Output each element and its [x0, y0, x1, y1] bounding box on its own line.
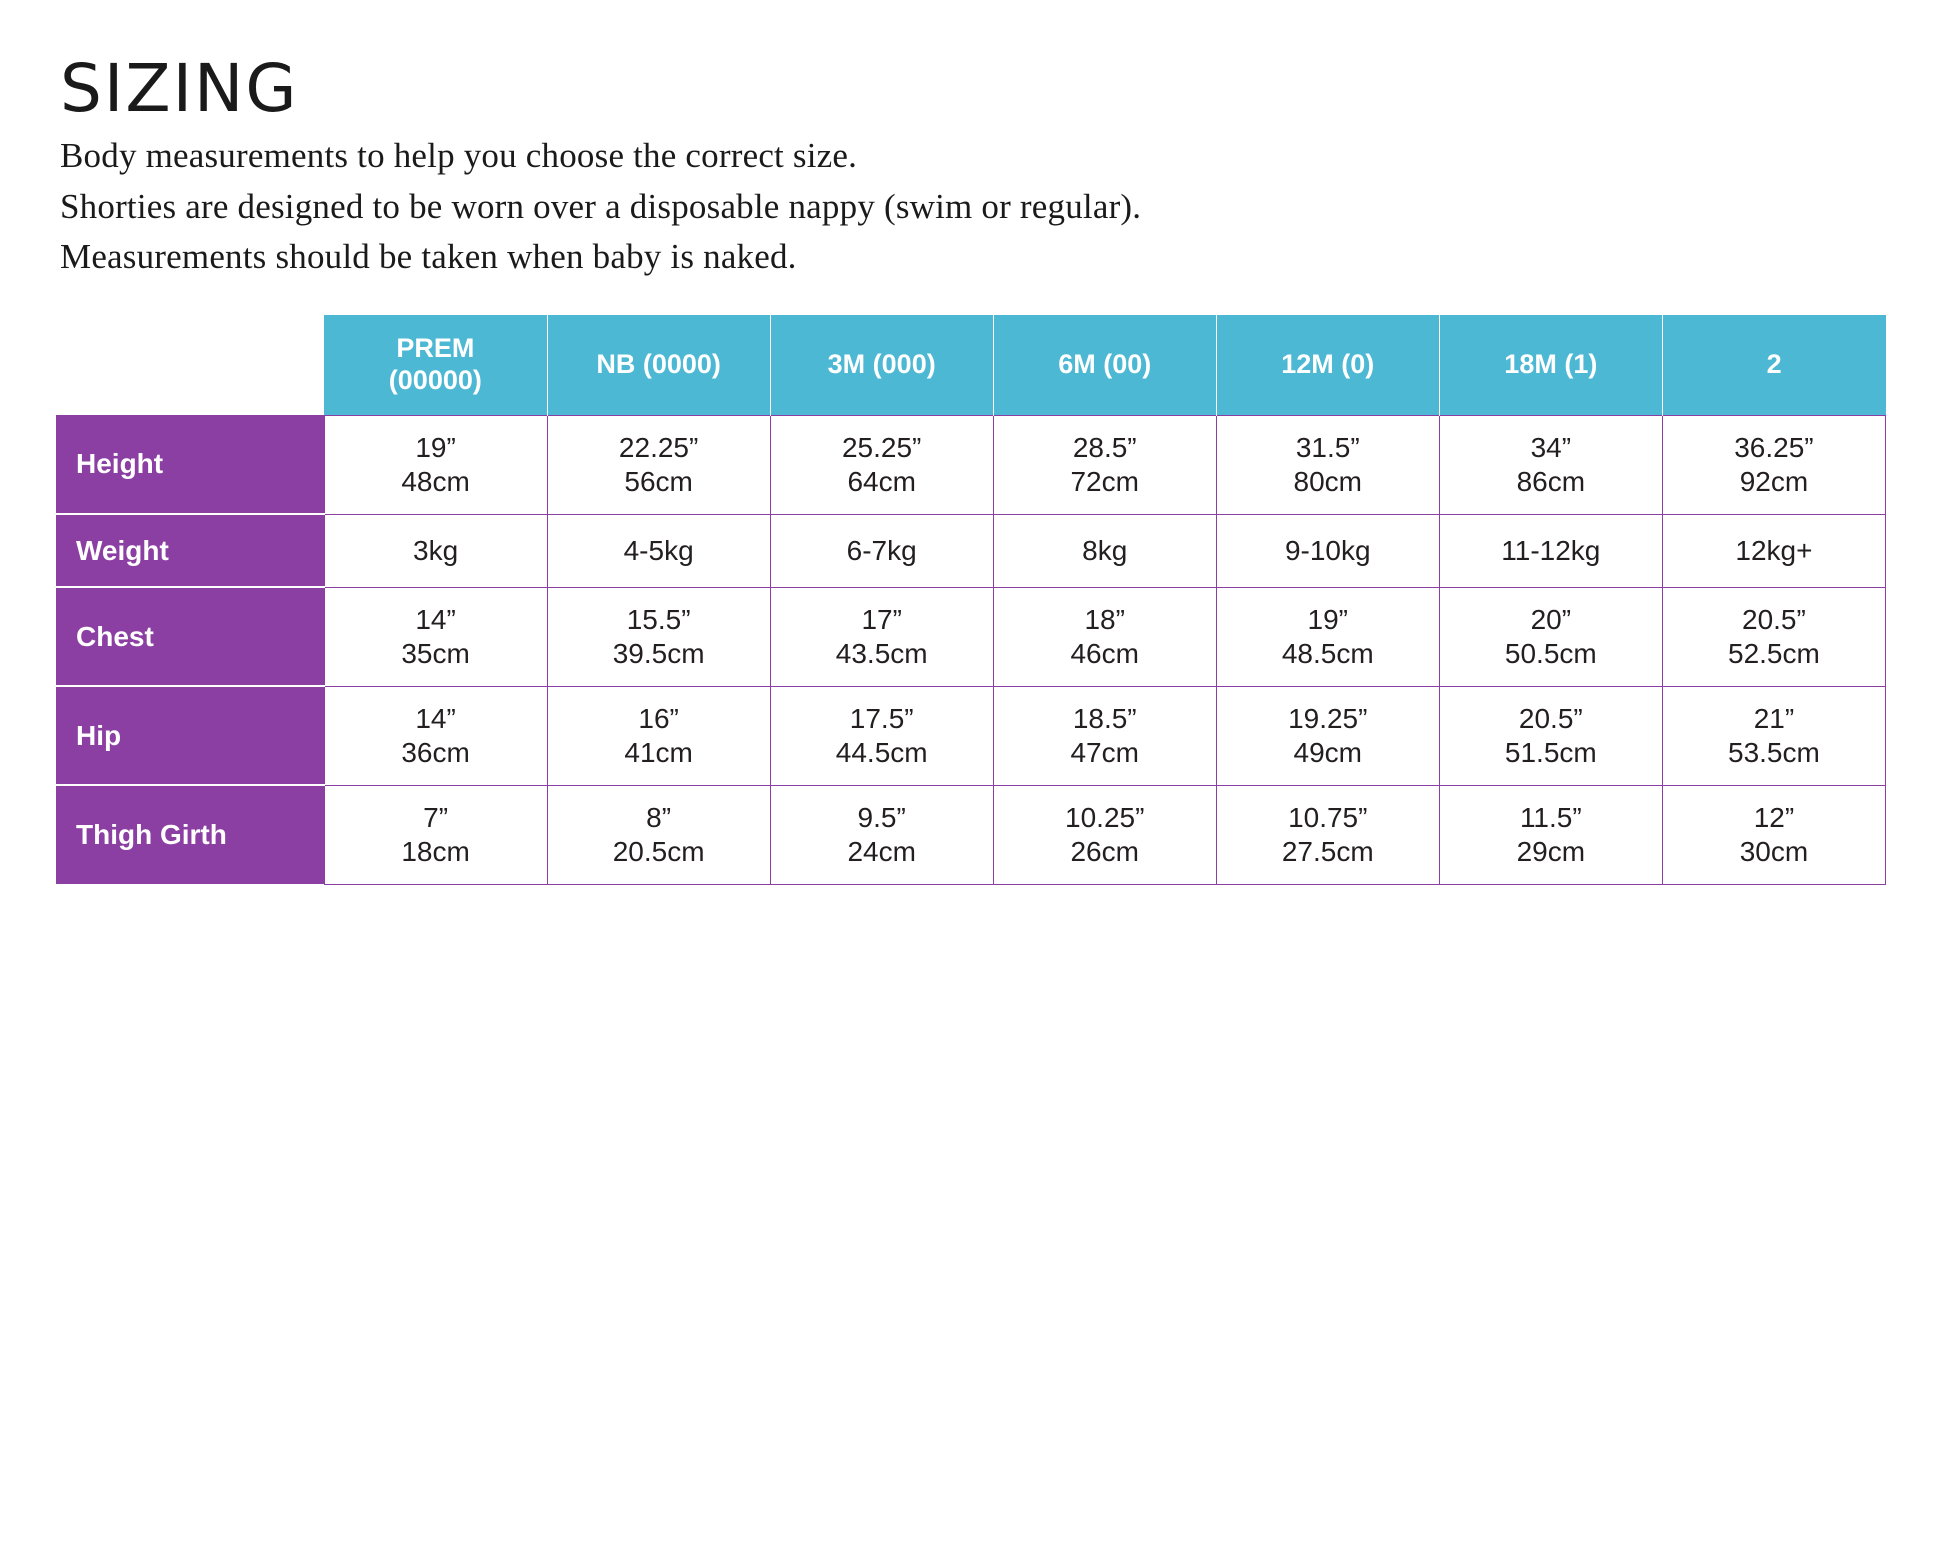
row-label-chest: Chest [56, 587, 324, 686]
cell-hip-6m [993, 686, 1216, 785]
cell-value-in: 20.5” [1742, 604, 1806, 636]
row-label-thigh-girth: Thigh Girth [56, 785, 324, 884]
cell-value-in: 14” [415, 703, 456, 735]
cell-value-in: 18.5” [1072, 703, 1137, 735]
cell-height-6m [993, 415, 1216, 514]
row-label-height: Height [56, 415, 324, 514]
cell-value-in: 18” [1084, 604, 1125, 636]
cell-thigh-nb [547, 785, 770, 884]
cell-value-in: 34” [1530, 432, 1572, 464]
cell-value-cm: 36cm [401, 736, 470, 768]
column-header-6m-line1: 6M (00) [1058, 349, 1152, 379]
cell-value-cm: 18cm [401, 835, 470, 867]
cell-value-in: 20” [1530, 604, 1572, 636]
sizing-table [56, 315, 1886, 885]
cell-value-cm: 50.5cm [1504, 637, 1597, 669]
cell-value-cm: 80cm [1293, 465, 1362, 497]
cell-value-cm: 47cm [1070, 736, 1139, 768]
cell-value-in: 7” [423, 802, 449, 834]
cell-thigh-3m [770, 785, 993, 884]
cell-height-nb [547, 415, 770, 514]
cell-value-in: 15.5” [626, 604, 691, 636]
cell-height-2 [1662, 415, 1885, 514]
cell-value-in: 22.25” [618, 432, 699, 464]
cell-value-in: 25.25” [841, 432, 922, 464]
table-corner-cell [56, 315, 324, 416]
cell-value: 4-5kg [623, 535, 694, 567]
cell-value-in: 10.75” [1288, 802, 1368, 834]
sizing-table-wrapper [56, 315, 1886, 885]
column-header-12m [1216, 315, 1439, 416]
column-header-3m-line1: 3M (000) [827, 349, 936, 379]
cell-thigh-18m [1439, 785, 1662, 884]
cell-value-cm: 41cm [624, 736, 693, 768]
cell-thigh-12m [1216, 785, 1439, 884]
row-label-weight: Weight [56, 514, 324, 587]
cell-value-in: 16” [638, 703, 679, 735]
cell-height-prem [324, 415, 547, 514]
column-header-nb-line1: NB (0000) [596, 349, 721, 379]
cell-value: 9-10kg [1284, 535, 1371, 567]
cell-value-cm: 24cm [847, 835, 916, 867]
cell-chest-12m [1216, 587, 1439, 686]
cell-chest-3m [770, 587, 993, 686]
column-header-2 [1662, 315, 1885, 416]
cell-weight-12m [1216, 514, 1439, 587]
cell-height-3m [770, 415, 993, 514]
cell-hip-prem [324, 686, 547, 785]
cell-weight-3m [770, 514, 993, 587]
cell-weight-2 [1662, 514, 1885, 587]
cell-weight-18m [1439, 514, 1662, 587]
cell-value-in: 19” [415, 432, 456, 464]
cell-thigh-prem [324, 785, 547, 884]
cell-value-cm: 64cm [847, 465, 916, 497]
cell-value-cm: 49cm [1293, 736, 1362, 768]
column-header-prem-line1: PREM [396, 333, 475, 364]
cell-value-cm: 20.5cm [612, 835, 705, 867]
table-body [56, 415, 1886, 884]
table-row-hip [56, 686, 1886, 785]
cell-value-cm: 39.5cm [612, 637, 705, 669]
cell-value-cm: 52.5cm [1728, 637, 1820, 669]
cell-value: 6-7kg [846, 535, 917, 567]
cell-value-in: 19.25” [1288, 703, 1368, 735]
cell-value-in: 36.25” [1734, 432, 1814, 464]
cell-value-in: 17” [861, 604, 902, 636]
column-header-prem [324, 315, 547, 416]
cell-thigh-2 [1662, 785, 1885, 884]
page-title: SIZING [60, 50, 299, 127]
cell-weight-nb [547, 514, 770, 587]
column-header-nb [547, 315, 770, 416]
cell-value-cm: 72cm [1070, 465, 1139, 497]
cell-weight-prem [324, 514, 547, 587]
cell-value-in: 8” [646, 802, 672, 834]
column-header-prem-line2: (00000) [388, 364, 482, 395]
cell-value-cm: 92cm [1739, 465, 1809, 497]
cell-height-18m [1439, 415, 1662, 514]
cell-hip-3m [770, 686, 993, 785]
cell-value-cm: 56cm [624, 465, 693, 497]
cell-thigh-6m [993, 785, 1216, 884]
column-header-6m [993, 315, 1216, 416]
cell-chest-6m [993, 587, 1216, 686]
cell-value-cm: 29cm [1516, 835, 1586, 867]
cell-chest-18m [1439, 587, 1662, 686]
cell-value-in: 19” [1307, 604, 1348, 636]
cell-chest-nb [547, 587, 770, 686]
table-row-chest [56, 587, 1886, 686]
cell-value-in: 11.5” [1519, 802, 1582, 834]
cell-hip-nb [547, 686, 770, 785]
column-header-18m [1439, 315, 1662, 416]
table-row-thigh-girth [56, 785, 1886, 884]
cell-value-cm: 53.5cm [1728, 736, 1820, 768]
cell-height-12m [1216, 415, 1439, 514]
cell-value-in: 10.25” [1065, 802, 1145, 834]
cell-chest-prem [324, 587, 547, 686]
intro-line-3: Measurements should be taken when baby is naked. [60, 237, 797, 277]
cell-value-cm: 48.5cm [1281, 637, 1374, 669]
row-label-hip: Hip [56, 686, 324, 785]
cell-value-cm: 35cm [401, 637, 470, 669]
column-header-3m [770, 315, 993, 416]
intro-line-2: Shorties are designed to be worn over a disposable nappy (swim or regular). [60, 186, 1142, 226]
cell-value-cm: 51.5cm [1504, 736, 1597, 768]
table-row-weight [56, 514, 1886, 587]
cell-value-cm: 43.5cm [835, 637, 928, 669]
table-header [56, 315, 1886, 416]
cell-hip-2 [1662, 686, 1885, 785]
column-header-18m-line1: 18M (1) [1504, 349, 1598, 379]
cell-value-in: 20.5” [1518, 703, 1583, 735]
cell-value-cm: 48cm [401, 465, 470, 497]
cell-weight-6m [993, 514, 1216, 587]
cell-value-cm: 86cm [1516, 465, 1586, 497]
cell-value-cm: 26cm [1070, 835, 1139, 867]
cell-value-cm: 27.5cm [1281, 835, 1374, 867]
cell-value-cm: 46cm [1070, 637, 1139, 669]
cell-value: 8kg [1082, 535, 1128, 567]
intro-line-1: Body measurements to help you choose the correct size. [60, 136, 858, 176]
cell-hip-18m [1439, 686, 1662, 785]
cell-value-in: 12” [1753, 802, 1795, 834]
cell-value: 3kg [413, 535, 459, 567]
cell-value-in: 17.5” [849, 703, 914, 735]
cell-chest-2 [1662, 587, 1885, 686]
cell-hip-12m [1216, 686, 1439, 785]
header-row [56, 315, 1886, 416]
table-row-height [56, 415, 1886, 514]
cell-value-cm: 44.5cm [835, 736, 928, 768]
cell-value: 11-12kg [1501, 535, 1601, 567]
column-header-2-line1: 2 [1766, 349, 1782, 379]
cell-value: 12kg+ [1735, 535, 1813, 567]
column-header-12m-line1: 12M (0) [1281, 349, 1375, 379]
cell-value-in: 9.5” [857, 802, 906, 834]
cell-value-in: 14” [415, 604, 456, 636]
cell-value-in: 31.5” [1295, 432, 1360, 464]
cell-value-cm: 30cm [1739, 835, 1809, 867]
cell-value-in: 21” [1753, 703, 1795, 735]
cell-value-in: 28.5” [1072, 432, 1137, 464]
